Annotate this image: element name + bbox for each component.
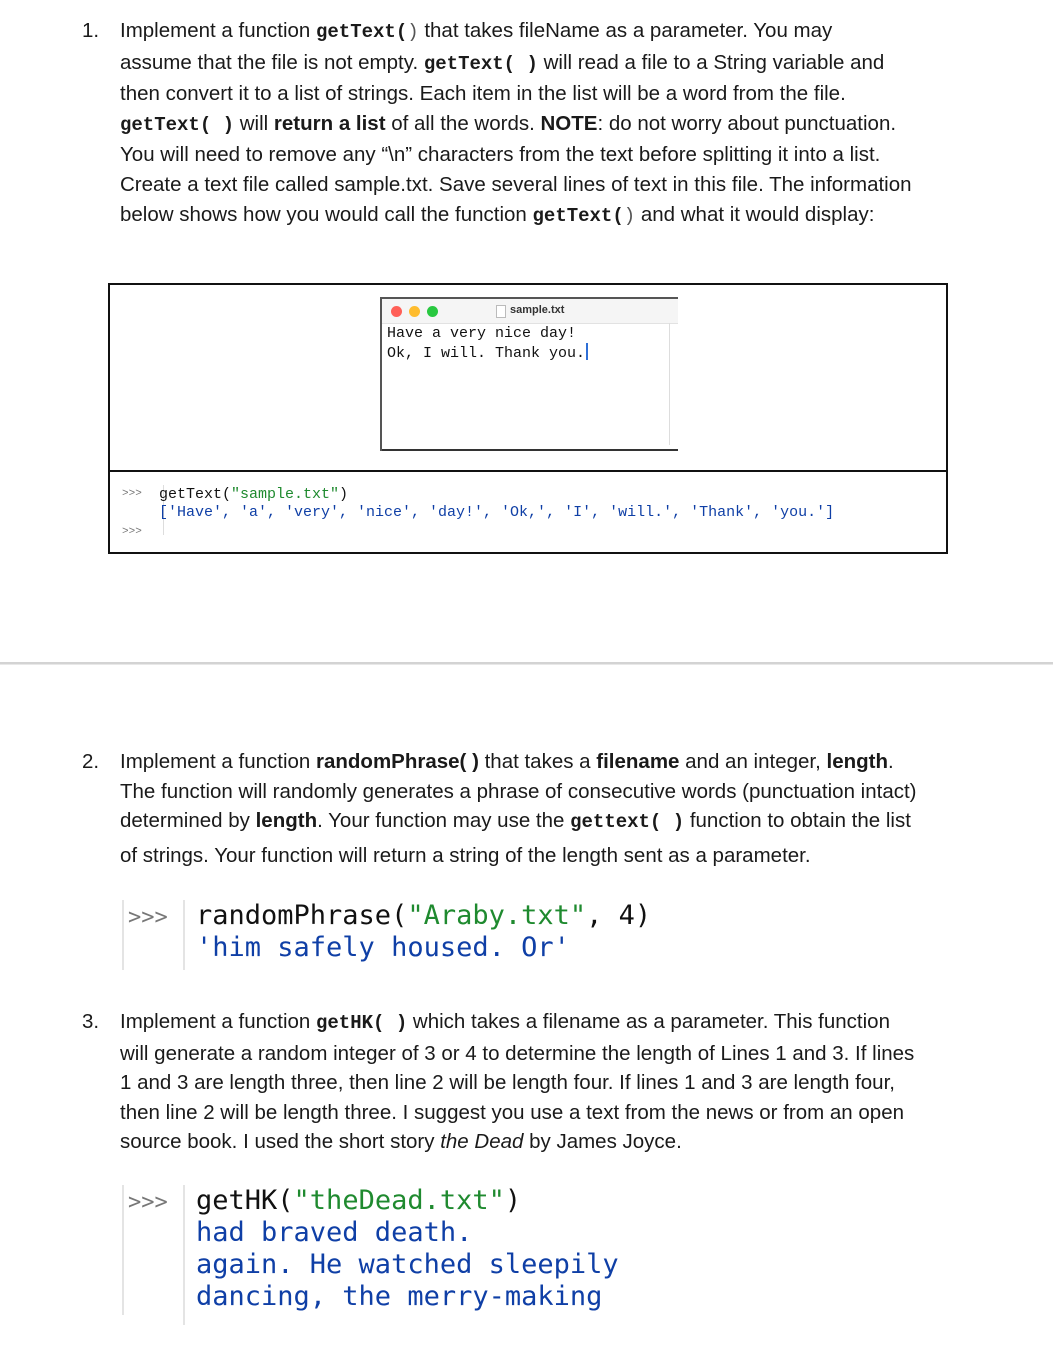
shell-prompt: >>>: [122, 526, 142, 538]
shell-output-line: had braved death.: [196, 1217, 473, 1248]
shell-prompt: >>>: [128, 905, 168, 930]
shell-output-line: again. He watched sleepily: [196, 1249, 619, 1280]
code-gettext: getText( ): [423, 52, 538, 75]
close-icon[interactable]: [391, 306, 402, 317]
shell-output-line: 'him safely housed. Or': [196, 932, 570, 963]
question-1-text: Implement a function getText() that takes fileName as a parameter. You may assume that the file is not empty. getText( ) will read a file to a String variable and then convert it to a list of strings. Each item in the list will be a word from the file. getText( ) will return a list of all the words. NOTE: do not worry about punctuation. You will need to remove any “\n” characters from the text before splitting it into a list. Create a text file called sample.txt. Save several lines of text in this file. The information below shows how you would call the function getText() and what it would display:: [120, 19, 912, 227]
editor-titlebar: [382, 299, 678, 324]
editor-title: sample.txt: [510, 304, 565, 316]
editor-line: Have a very nice day!: [387, 325, 577, 342]
question-3-text: Implement a function getHK( ) which takes a filename as a parameter. This function will generate a random integer of 3 or 4 to determine the length of Lines 1 and 3. If lines 1 and 3 are length three, then line 2 will be length four. If lines 1 and 3 are length four, then line 2 will be length three. I suggest you use a text from the news or from an open source book. I used the short story the Dead by James Joyce.: [120, 1010, 915, 1154]
text-cursor: [586, 343, 588, 360]
code-gettext: gettext( ): [570, 811, 685, 834]
python-shell: [122, 900, 822, 970]
text-editor-window: [380, 297, 678, 451]
code-gettext: getText( ): [120, 113, 235, 136]
minimize-icon[interactable]: [409, 306, 420, 317]
code-gettext: getText(: [316, 21, 408, 43]
code-gettext: getText(: [532, 204, 624, 227]
shell-output-line: ['Have', 'a', 'very', 'nice', 'day!', 'Ok,', 'I', 'will.', 'Thank', 'you.']: [159, 504, 835, 521]
python-shell: [122, 1185, 822, 1325]
question-number: 3.: [82, 1010, 100, 1033]
editor-line: Ok, I will. Thank you.: [387, 345, 586, 362]
code-gethk: getHK( ): [316, 1012, 408, 1034]
example-box: [108, 283, 948, 554]
question-2-text: Implement a function randomPhrase( ) that takes a filename and an integer, length. The function will randomly generates a phrase of consecutive words (punctuation intact) determined by length. Your function may use the gettext( ) function to obtain the list of strings. Your function will return a string of the length sent as a parameter.: [120, 750, 917, 867]
shell-input-line: randomPhrase("Araby.txt", 4): [196, 900, 652, 931]
question-number: 1.: [82, 19, 100, 42]
question-number: 2.: [82, 750, 100, 773]
shell-output-line: dancing, the merry-making: [196, 1281, 603, 1312]
shell-prompt: >>>: [122, 488, 142, 500]
shell-input-line: getText("sample.txt"): [159, 486, 349, 503]
section-divider: [0, 662, 1053, 665]
maximize-icon[interactable]: [427, 306, 438, 317]
editor-text-area[interactable]: [387, 324, 678, 363]
document-icon: [496, 305, 506, 318]
shell-prompt: >>>: [128, 1190, 168, 1215]
shell-input-line: getHK("theDead.txt"): [196, 1185, 522, 1216]
